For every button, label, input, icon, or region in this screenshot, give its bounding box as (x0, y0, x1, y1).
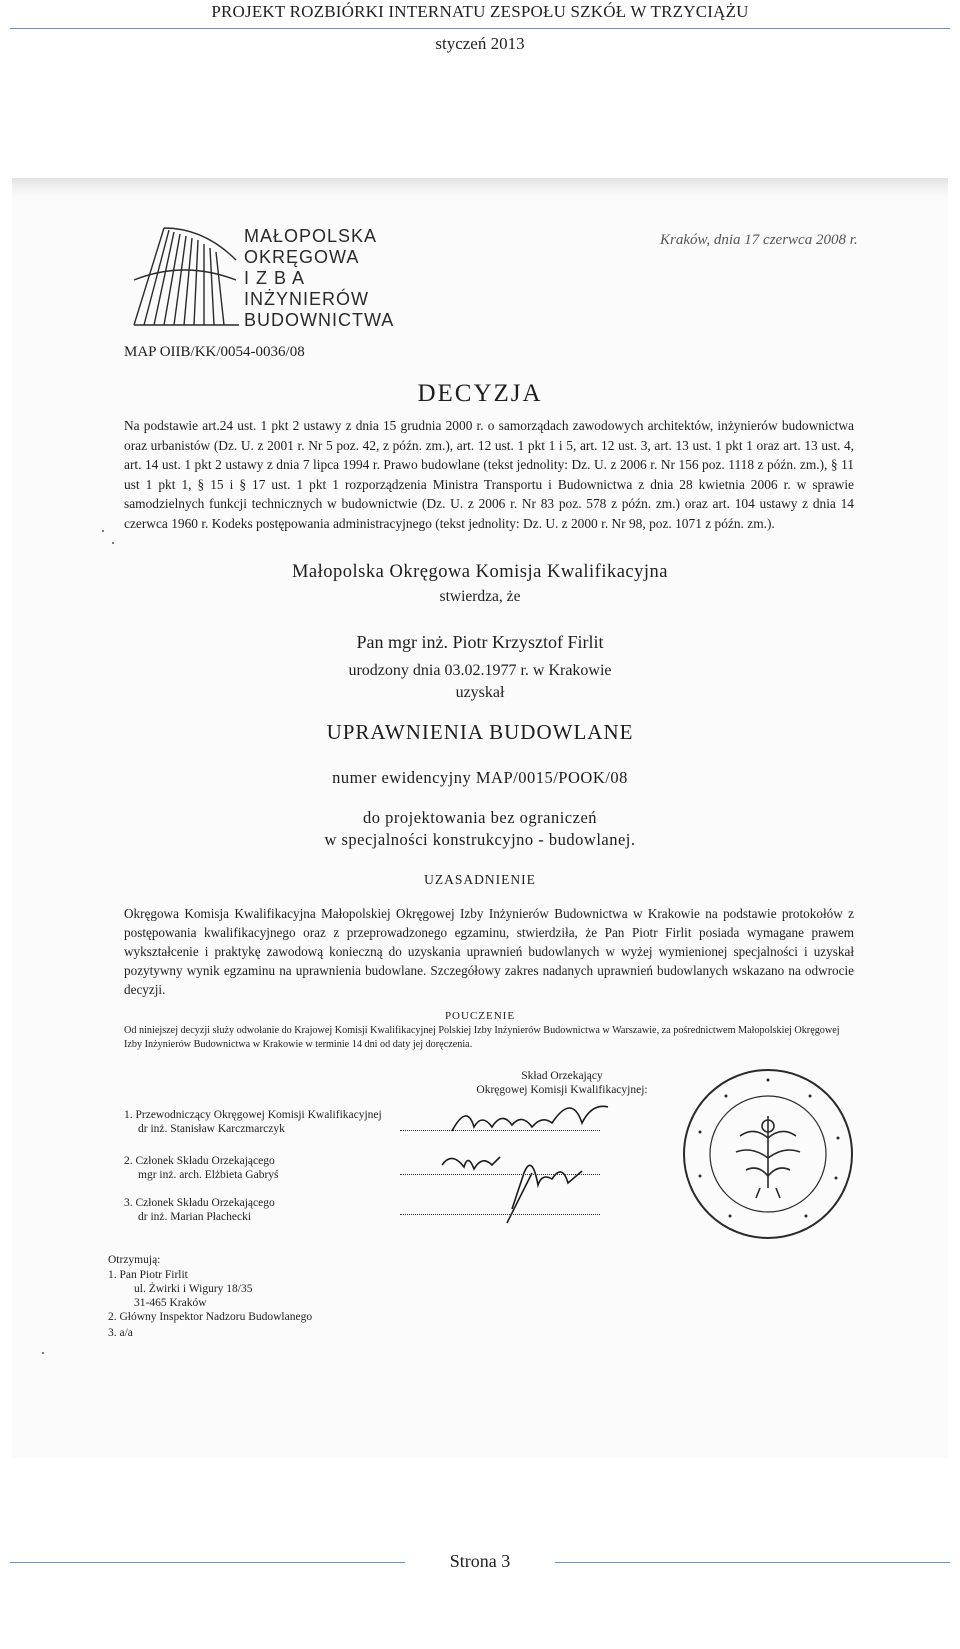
instruction-heading: POUCZENIE (444, 1010, 516, 1022)
document-date: styczeń 2013 (435, 34, 525, 53)
commission-name: Małopolska Okręgowa Komisja Kwalifikacyjna (291, 562, 668, 582)
scan-speck (112, 542, 114, 544)
scan-speck (102, 530, 104, 532)
scan-speck (42, 1352, 44, 1354)
panel-member-1 (124, 1108, 382, 1136)
member-name: dr inż. Marian Płachecki (138, 1211, 252, 1223)
registry-number: numer ewidencyjny MAP/0015/POOK/08 (332, 768, 628, 787)
place-and-date: Kraków, dnia 17 czerwca 2008 r. (660, 232, 858, 248)
obtained-line: uzyskał (455, 684, 505, 701)
chamber-logo-text: MAŁOPOLSKA OKRĘGOWA I Z B A INŻYNIERÓW BUDOWNICTWA (244, 226, 395, 330)
recipient-1: 1. Pan Piotr Firlit (108, 1269, 188, 1281)
scanned-decision (12, 178, 948, 1458)
justification-paragraph: Okręgowa Komisja Kwalifikacyjna Małopolskiej Okręgowej Izby Inżynierów Budownictwa w Krakowie na podstawie protokołów z postępowania kwalifikacyjnego oraz z przeprowadzonego egzaminu, stwierdziła, że Pan Piotr Firlit posiada wymagane prawem wykształcenie i praktykę zawodową konieczną do uzyskania uprawnień budowlanych w wyżej wymienionej specjalności i uzyskał pozytywny wynik egzaminu na uprawnienia budowlane. Szczegółowy zakres nadanych uprawnień budowlanych wskazano na odwrocie decyzji. (124, 906, 854, 997)
header-rule (10, 28, 950, 29)
page-number: Strona 3 (449, 1551, 511, 1571)
panel-title-2: Okręgowej Komisji Kwalifikacyjnej: (476, 1084, 648, 1096)
member-role: 1. Przewodniczący Okręgowej Komisji Kwalifikacyjnej (124, 1109, 382, 1121)
legal-basis-paragraph: Na podstawie art.24 ust. 1 pkt 2 ustawy z dnia 15 grudnia 2000 r. o samorządach zawodowych architektów, inżynierów budownictwa oraz urbanistów (Dz. U. z 2001 r. Nr 5 poz. 42, z późn. zm.), art. 12 ust. 1 pkt 1 i 5, art. 12 ust. 3, art. 13 ust. 1 pkt 1 oraz art. 13 ust. 4, art. 14 ust. 1 pkt 2 ustawy z dnia 7 lipca 1994 r. Prawo budowlane (tekst jednolity: Dz. U. z 2006 r. Nr 156 poz. 1118 z późn. zm.), § 11 ust 1 pkt 1, § 15 i § 17 ust. 1 pkt 1 rozporządzenia Ministra Transportu i Budownictwa z dnia 28 kwietnia 2006 r. w sprawie samodzielnych funkcji technicznych w budownictwie (Dz. U. z 2006 r. Nr 83 poz. 578 z późn. zm.) oraz art. 104 ustawy z dnia 14 czerwca 1960 r. Kodeks postępowania administracyjnego (tekst jednolity: Dz. U. z 2000 r. Nr 98, poz. 1071 z późn. zm.). (124, 418, 854, 531)
member-role: 3. Członek Składu Orzekającego (124, 1197, 275, 1209)
recipients-heading: Otrzymują: (108, 1254, 161, 1266)
recipient-1-city: 31-465 Kraków (134, 1297, 207, 1309)
document-header (0, 2, 960, 22)
official-stamp (680, 1066, 856, 1242)
instruction-paragraph: Od niniejszej decyzji służy odwołanie do Krajowej Komisji Kwalifikacyjnej Polskiej Izby Inżynierów Budownictwa w Warszawie, za pośrednictwem Małopolskiej Okręgowej Izby Inżynierów Budownictwa w Krakowie w terminie 14 dni od daty jej doręczenia. (124, 1025, 840, 1050)
scope-line-2: w specjalności konstrukcyjno - budowlanej. (324, 830, 636, 849)
panel-member-3 (124, 1196, 275, 1224)
recipient-3: 3. a/a (108, 1327, 133, 1339)
recipient-2: 2. Główny Inspektor Nadzoru Budowlanego (108, 1311, 313, 1323)
birth-line: urodzony dnia 03.02.1977 r. w Krakowie (348, 662, 612, 679)
states-line: stwierdza, że (439, 588, 521, 605)
document-title: PROJEKT ROZBIÓRKI INTERNATU ZESPOŁU SZKÓŁ W TRZYCIĄŻU (211, 2, 749, 21)
decision-title: DECYZJA (417, 380, 543, 407)
scan-edge-shadow (12, 178, 948, 196)
recipient-1-street: ul. Żwirki i Wigury 18/35 (134, 1283, 253, 1295)
reference-number: MAP OIIB/KK/0054-0036/08 (124, 344, 305, 360)
member-role: 2. Członek Składu Orzekającego (124, 1155, 275, 1167)
panel-title-1: Skład Orzekający (521, 1070, 603, 1082)
member-name: mgr inż. arch. Elżbieta Gabryś (138, 1169, 279, 1181)
panel-member-2 (124, 1154, 279, 1182)
scope-line-1: do projektowania bez ograniczeń (362, 808, 598, 827)
person-name: Pan mgr inż. Piotr Krzysztof Firlit (356, 632, 604, 652)
justification-heading: UZASADNIENIE (424, 872, 536, 887)
member-name: dr inż. Stanisław Karczmarczyk (138, 1123, 285, 1135)
handwritten-signatures (412, 1093, 652, 1233)
permission-title: UPRAWNIENIA BUDOWLANE (326, 720, 634, 744)
